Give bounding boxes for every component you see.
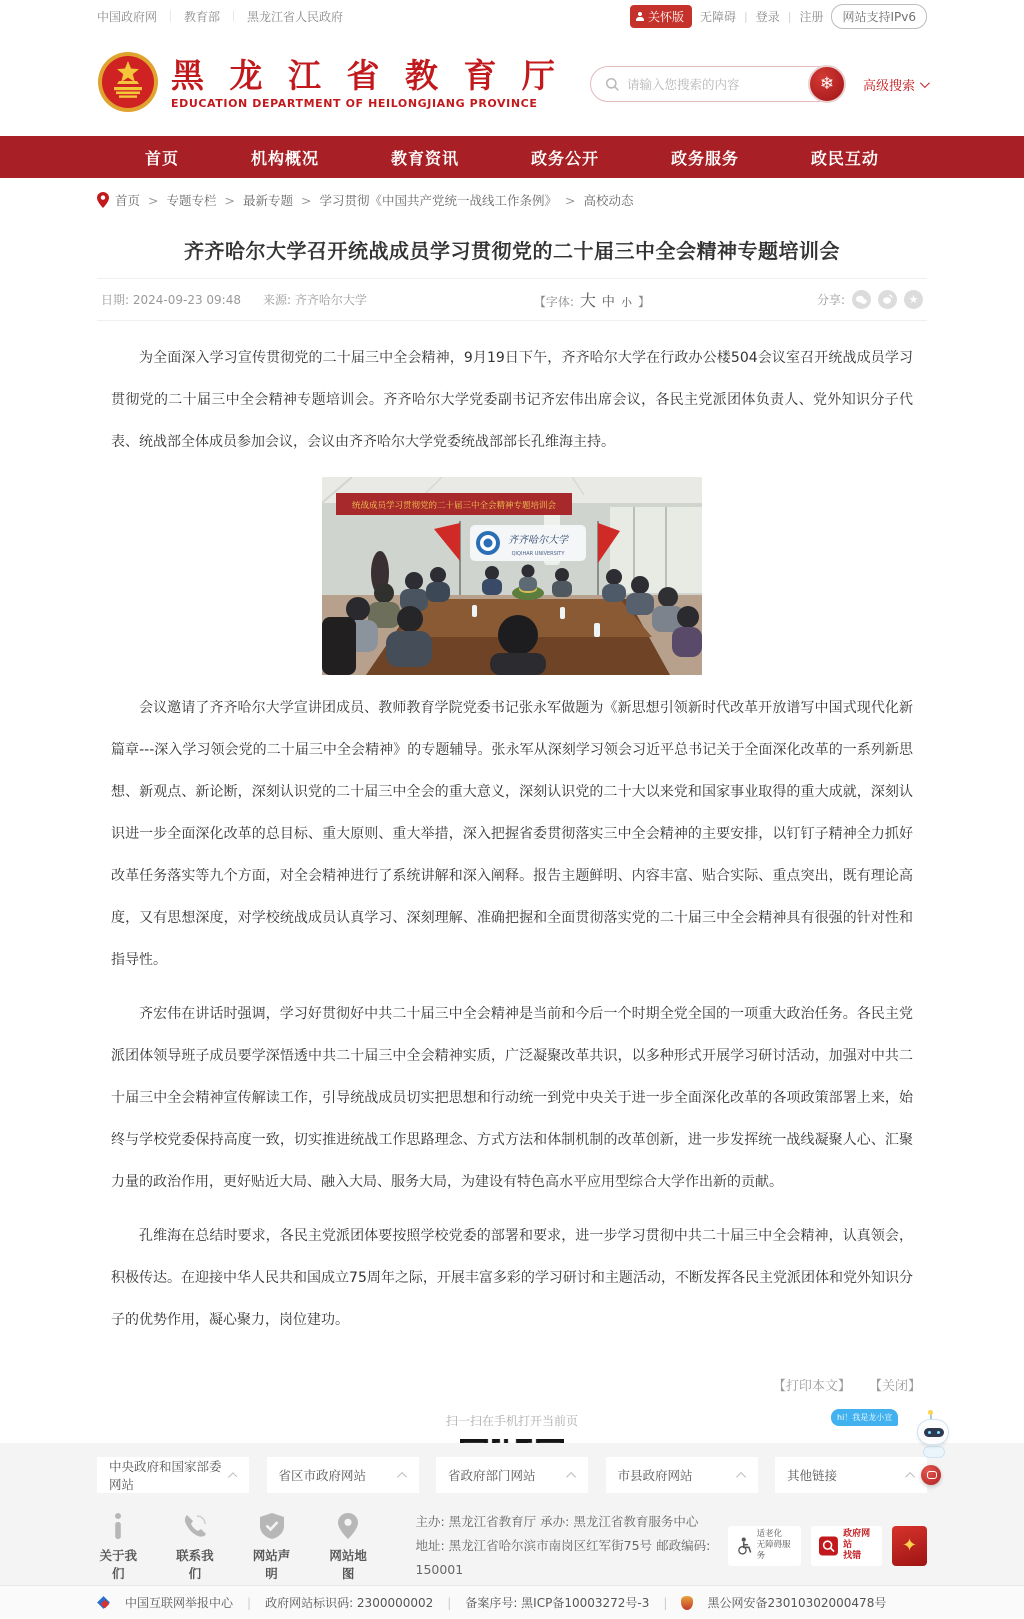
search-submit-button[interactable] <box>808 65 846 103</box>
photo-banner-text: 统战成员学习贯彻党的二十届三中全会精神专题培训会 <box>351 501 557 511</box>
bottom-record-bar <box>0 1585 1024 1618</box>
nav-edu-news[interactable]: 教育资讯 <box>390 148 459 168</box>
ipv6-badge[interactable]: 网站支持IPv6 <box>831 4 927 29</box>
article-paragraph: 为全面深入学习宣传贯彻党的二十届三中全会精神，9月19日下午，齐齐哈尔大学在行政办公楼504会议室召开统战成员学习贯彻党的二十届三中全会精神专题培训会。齐齐哈尔大学党委副书记齐宏伟出席会议，各民主党派团体负责人、党外知识分子代表、统战部全体成员参加会议，会议由齐齐哈尔大学党委统战部部长孔维海主持。 <box>111 350 913 450</box>
article-paragraph: 孔维海在总结时要求，各民主党派团体要按照学校党委的部署和要求，进一步学习贯彻中共二十届三中全会精神，认真领会，积极传达。在迎接中华人民共和国成立75周年之际，开展丰富多彩的学习研讨和主题活动，不断发挥各民主党派团体和党外知识分子的优势作用，凝心聚力，岗位建功。 <box>111 1228 913 1328</box>
gov-site-error-report-badge[interactable]: 政府网站 找错 <box>811 1526 882 1566</box>
select-province-dept-sites[interactable]: 省政府部门网站 <box>436 1457 588 1493</box>
divider: | <box>787 9 792 23</box>
user-utility-links <box>630 4 927 29</box>
accessibility-button[interactable]: 无障碍 <box>700 9 737 24</box>
footer-link-contact[interactable]: 联系我们 <box>174 1509 217 1582</box>
search-bar <box>590 66 845 102</box>
advanced-search-button[interactable]: 高级搜索 <box>863 75 927 94</box>
crumb-separator: > <box>148 192 159 208</box>
divider: | <box>247 1595 252 1610</box>
divider: | <box>744 9 748 23</box>
crumb-separator: > <box>224 192 235 208</box>
icp-record-number[interactable]: 备案序号: 黑ICP备10003272号-3 <box>465 1596 650 1610</box>
internet-report-center-icon <box>97 1596 111 1610</box>
article-meta-bar <box>97 278 927 321</box>
article-body <box>97 321 927 1341</box>
public-security-shield-icon <box>681 1596 693 1610</box>
crumb-university-news[interactable]: 高校动态 <box>583 193 634 208</box>
site-identifier-code: 政府网站标识码: 2300000002 <box>265 1596 434 1610</box>
search-zone <box>590 66 927 102</box>
footer-address-line: 地址: 黑龙江省哈尔滨市南岗区红军街75号 邮政编码: 150001 <box>415 1537 711 1577</box>
wheelchair-icon <box>736 1536 752 1556</box>
crumb-united-front[interactable]: 学习贯彻《中国共产党统一战线工作条例》 <box>319 193 558 208</box>
breadcrumb <box>97 191 927 209</box>
public-security-record-number[interactable]: 黑公网安备23010302000478号 <box>707 1596 887 1610</box>
error-finder-icon <box>819 1535 838 1557</box>
main-nav <box>0 136 1024 178</box>
nav-home[interactable]: 首页 <box>145 148 180 168</box>
site-title: 黑 龙 江 省 教 育 厅 <box>171 55 562 95</box>
select-city-county-sites[interactable]: 市县政府网站 <box>606 1457 758 1493</box>
font-label: 【字体: <box>533 295 574 309</box>
caret-up-icon <box>566 1471 576 1481</box>
footer-link-about[interactable]: 关于我们 <box>97 1509 140 1582</box>
gold-emblem-icon: ✦ <box>902 1534 918 1556</box>
divider: | <box>447 1595 452 1610</box>
share-label: 分享: <box>816 293 845 307</box>
article-photo <box>322 477 702 675</box>
font-label-close: 】 <box>637 295 650 309</box>
crumb-special-columns[interactable]: 专题专栏 <box>166 193 217 208</box>
nav-gov-disclosure[interactable]: 政务公开 <box>530 148 599 168</box>
divider: ｜ <box>228 10 240 23</box>
font-size-small-button[interactable]: 小 <box>620 296 632 309</box>
assistant-mascot[interactable] <box>837 1407 969 1507</box>
qr-tip-text: 扫一扫在手机打开当前页 <box>445 1414 578 1428</box>
person-icon <box>636 12 645 21</box>
nav-gov-services[interactable]: 政务服务 <box>670 148 739 168</box>
link-moe[interactable]: 教育部 <box>184 9 221 24</box>
accessibility-service-badge[interactable]: 适老化 无障碍服务 <box>728 1526 801 1566</box>
search-icon <box>605 77 620 92</box>
map-pin-icon <box>327 1509 370 1539</box>
link-china-gov[interactable]: 中国政府网 <box>97 9 158 24</box>
select-province-gov-sites[interactable]: 省区市政府网站 <box>267 1457 419 1493</box>
article-actions <box>97 1375 927 1394</box>
footer-badges <box>728 1526 927 1566</box>
divider: | <box>663 1595 668 1610</box>
wechat-share-icon[interactable] <box>852 290 871 309</box>
article-date: 日期: 2024-09-23 09:48 <box>101 293 241 307</box>
link-hlj-gov[interactable]: 黑龙江省人民政府 <box>247 9 344 24</box>
article-title: 齐齐哈尔大学召开统战成员学习贯彻党的二十届三中全会精神专题培训会 <box>184 239 840 263</box>
footer-quick-links <box>97 1509 370 1582</box>
divider: ｜ <box>165 10 177 23</box>
footer-main-row <box>97 1509 927 1582</box>
login-button[interactable]: 登录 <box>755 9 780 24</box>
footer-link-sitemap[interactable]: 网站地图 <box>327 1509 370 1582</box>
snowflake-icon: ❄ <box>819 74 835 94</box>
caret-up-icon <box>736 1471 746 1481</box>
select-central-gov-sites[interactable]: 中央政府和国家部委网站 <box>97 1457 249 1493</box>
share-controls <box>817 290 923 309</box>
chevron-down-icon <box>920 78 930 88</box>
page-body <box>0 178 1024 1443</box>
photo-logo-cn: 齐齐哈尔大学 <box>508 535 568 546</box>
party-gov-org-badge[interactable] <box>892 1526 927 1566</box>
article-paragraph: 齐宏伟在讲话时强调，学习好贯彻好中共二十届三中全会精神是当前和今后一个时期全党全国的一项重大政治任务。各民主党派团体领导班子成员要学深悟透中共二十届三中全会精神实质，广泛凝聚改革共识，以多种形式开展学习研讨活动，加强对中共二十届三中全会精神宣传解读工作，引导统战成员切实把思想和行动统一到党中央关于进一步全面深化改革的各项政策部署上来，始终与学校党委保持高度一致，切实推进统战工作思路理念、方式方法和体制机制的改革创新，进一步发挥统一战线凝聚人心、汇聚力量的政治作用，更好贴近大局、融入大局、服务大局，为建设有特色高水平应用型综合大学作出新的贡献。 <box>111 1006 913 1190</box>
search-input[interactable] <box>627 77 807 92</box>
gov-links <box>97 8 343 25</box>
top-utility-bar <box>0 0 1024 32</box>
shield-check-icon <box>250 1509 293 1539</box>
mascot-speech-bubble: hi！我是龙小宣 <box>831 1409 898 1426</box>
weibo-share-icon[interactable] <box>878 290 897 309</box>
caret-up-icon <box>397 1471 407 1481</box>
article-meta-left <box>101 291 367 308</box>
nav-public-interaction[interactable]: 政民互动 <box>810 148 879 168</box>
internet-report-center-link[interactable]: 中国互联网举报中心 <box>125 1596 234 1610</box>
care-mode-button[interactable]: 关怀版 <box>630 5 692 28</box>
font-size-medium-button[interactable]: 中 <box>601 295 615 310</box>
qzone-share-icon[interactable]: ★ <box>904 290 923 309</box>
close-button[interactable]: 【关闭】 <box>868 1379 921 1394</box>
font-size-controls <box>367 288 817 311</box>
site-header <box>0 32 1024 136</box>
photo-logo-en: QIQIHAR UNIVERSITY <box>511 551 565 557</box>
register-button[interactable]: 注册 <box>799 9 824 24</box>
footer-org-info <box>416 1510 729 1582</box>
site-logo[interactable] <box>97 51 562 117</box>
site-title-en: EDUCATION DEPARTMENT OF HEILONGJIANG PROVINCE <box>171 97 538 111</box>
crumb-separator: > <box>301 192 312 208</box>
location-pin-icon <box>97 192 109 208</box>
nav-org-overview[interactable]: 机构概况 <box>250 148 319 168</box>
assistant-button[interactable] <box>921 1465 941 1485</box>
phone-icon <box>174 1509 217 1539</box>
article-source: 来源: 齐齐哈尔大学 <box>263 293 367 307</box>
qr-zone <box>97 1412 927 1443</box>
site-title-block <box>171 55 562 111</box>
robot-mascot-icon[interactable] <box>917 1419 951 1459</box>
select-other-links[interactable]: 其他链接 <box>775 1457 927 1493</box>
crumb-separator: > <box>565 192 576 208</box>
article-paragraph: 会议邀请了齐齐哈尔大学宣讲团成员、教师教育学院党委书记张永军做题为《新思想引领新时代改革开放谱写中国式现代化新篇章---深入学习领会党的二十届三中全会精神》的专题辅导。张永军从深刻学习领会习近平总书记关于全面深化改革的一系列新思想、新观点、新论断，深刻认识党的二十届三中全会的重大意义，深刻认识党的二十大以来党和国家事业取得的重大成就，深刻认识进一步全面深化改革的总目标、重大原则、重大举措，深入把握省委贯彻落实三中全会精神的主要安排，以钉钉子精神全力抓好改革任务落实等九个方面，对全会精神进行了系统讲解和深入阐释。报告主题鲜明、内容丰富、贴合实际、重点突出，既有理论高度，又有思想深度，对学校统战成员认真学习、深刻理解、准确把握和全面贯彻落实党的二十届三中全会精神具有很强的针对性和指导性。 <box>111 700 913 968</box>
footer-link-statement[interactable]: 网站声明 <box>250 1509 293 1582</box>
print-button[interactable]: 【打印本文】 <box>772 1379 851 1394</box>
font-size-large-button[interactable]: 大 <box>579 291 596 310</box>
info-icon <box>97 1509 140 1539</box>
crumb-home[interactable]: 首页 <box>115 193 141 208</box>
crumb-latest-topics[interactable]: 最新专题 <box>243 193 294 208</box>
footer-sponsor-line: 主办: 黑龙江省教育厅 承办: 黑龙江省教育服务中心 <box>415 1513 699 1529</box>
national-emblem-icon <box>97 51 159 117</box>
